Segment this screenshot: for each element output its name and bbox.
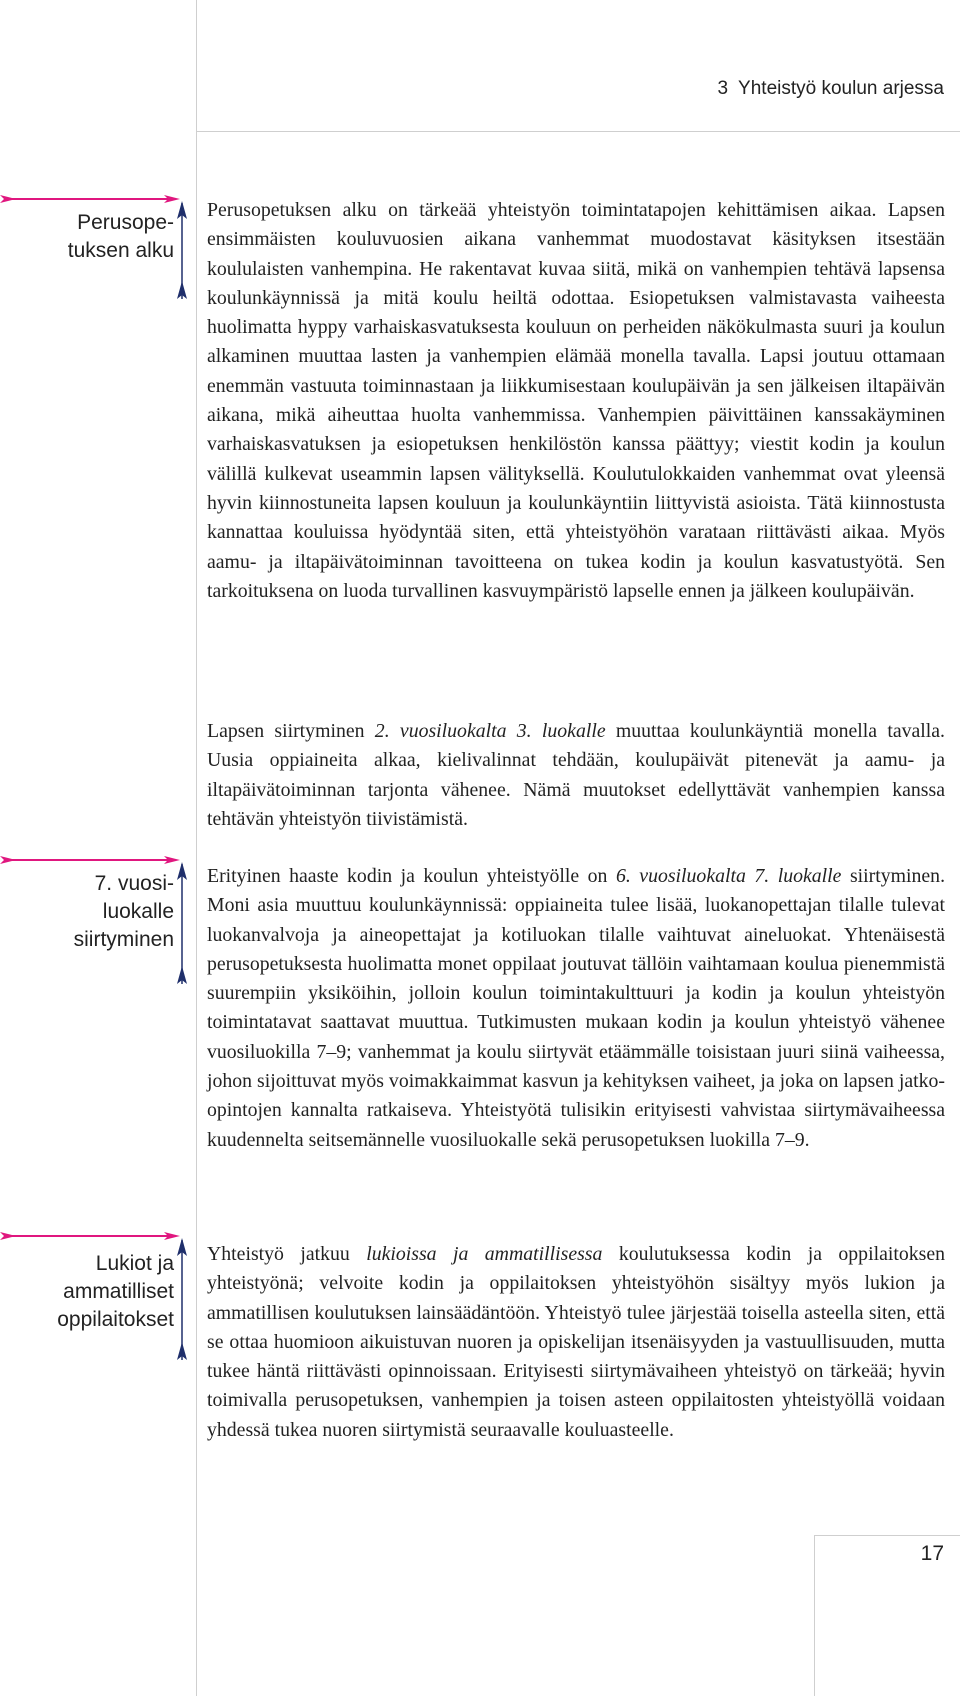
margin-note-line: Lukiot ja — [95, 1252, 174, 1275]
margin-note-7-vuosiluokalle — [0, 856, 196, 990]
margin-note-line: siirtyminen — [73, 928, 174, 951]
emphasis: 2. vuosiluokalta 3. luokalle — [374, 720, 606, 742]
margin-note-line: oppilaitokset — [57, 1308, 174, 1331]
margin-note-line: ammatilliset — [63, 1280, 174, 1303]
margin-note-line: luokalle — [102, 900, 174, 923]
margin-note-lukiot — [0, 1232, 196, 1366]
margin-note-line: tuksen alku — [67, 239, 174, 262]
body-text — [207, 717, 945, 852]
margin-note-perusopetuksen-alku — [0, 195, 196, 305]
margin-note-line: Perusope- — [77, 211, 174, 234]
chapter-number: 3 — [717, 78, 729, 99]
emphasis: lukioissa ja ammatillisessa — [366, 1243, 603, 1265]
left-margin-rule — [196, 0, 197, 1696]
paragraph-1: Perusopetuksen alku on tärkeää yhteistyön toimintatapojen kehittämisen aikaa. Lapsen ensimmäisten kouluvuosien aikana vanhemmat muodostavat käsityksen itsestään koululaisten vanhempina. He rakentavat kuvaa siitä, mikä on vanhempien tehtävä lapsensa koulunkäynnissä ja mitä koulu heiltä odottaa. Esiopetuksen valmistavasta vaiheesta huolimatta hyppy varhaiskasvatuksesta kouluun on perheiden näkökulmasta suuri ja koulun alkaminen muuttaa lasten ja vanhempien elämää monella tavalla. Lapsi joutuu ottamaan enemmän vastuuta toiminnastaan ja liikkumisestaan koulupäivän ja sen jälkeisen iltapäivän aikana, mikä aiheuttaa huolta vanhemmissa. Vanhempien päivittäinen kanssakäyminen varhaiskasvatuksen ja esiopetuksen henkilöstön kanssa päättyy; viestit kodin ja koulun välillä kulkevat useammin lapsen välityksellä. Koulutulokkaiden vanhemmat ovat yleensä hyvin kiinnostuneita lapsen kouluun ja koulunkäyntiin liittyvistä asioista. Tätä kiinnostusta kannattaa kouluissa hyödyntää siten, että yhteistyöhön varataan riittävästi aikaa. Myös aamu- ja iltapäivätoiminnan tavoitteena on tukea kodin ja koulun kasvatustyötä. Sen tarkoituksena on luoda turvallinen kasvuympäristö lapselle ennen ja jälkeen koulupäivän. — [207, 199, 945, 602]
body-text — [207, 862, 945, 1173]
emphasis: 6. vuosiluokalta 7. luokalle — [615, 865, 842, 887]
paragraph-4: Yhteistyö jatkuu lukioissa ja ammatillisessa koulutuksessa kodin ja oppilaitoksen yhteistyönä; velvoite kodin ja oppilaitoksen yhteistyöhön sisältyy myös lukion ja ammatillisen koulutuksen lainsäädäntöön. Yhteistyö tulee järjestää toisella asteella siten, että se ottaa huomioon aikuistuvan nuoren ja opiskelijan itsenäisyyden ja vastuullisuuden, mutta tukee häntä riittävästi opinnoissaan. Erityisesti siirtymävaiheen yhteistyö on tärkeää; hyvin toimivalla perusopetuksen, vanhempien ja toisen asteen oppilaitosten yhteistyöllä voidaan yhdessä tukea nuoren siirtymistä seuraavalle kouluasteelle. — [207, 1243, 945, 1441]
page-number-box-top-rule — [814, 1535, 960, 1536]
page-number-box-rule — [814, 1535, 815, 1696]
body-text — [207, 1240, 945, 1463]
running-head — [717, 78, 944, 100]
margin-note-line: 7. vuosi- — [94, 872, 174, 895]
header-rule — [196, 131, 960, 132]
page-number: 17 — [920, 1542, 944, 1565]
chapter-title: Yhteistyö koulun arjessa — [738, 78, 944, 99]
body-text — [207, 196, 945, 624]
paragraph-3: Erityinen haaste kodin ja koulun yhteistyölle on 6. vuosiluokalta 7. luokalle siirtyminen. Moni asia muuttuu koulunkäynnissä: oppiaineita tulee lisää, luokanopettajan tilalle tulevat luokanvalvoja ja aineopettajat ja kotiluokan tilalle vaihtuvat aineluokat. Yhtenäisestä perusopetuksesta huolimatta monet oppilaat joutuvat tällöin vaihtamaan koulua pienemmistä suurempiin yksiköihin, jolloin koulun toimintakulttuuri ja kodin ja koulun yhteistyön toimintatavat saattavat muuttua. Tutkimusten mukaan kodin ja koulun yhteistyö vähenee vuosiluokilla 7–9; vanhemmat ja koulu siirtyvät etäämmälle toisistaan juuri siinä vaiheessa, johon sijoittuvat myös voimakkaimmat kasvun ja kehityksen vaiheet, ja joka on lapsen jatko-opintojen kannalta ratkaiseva. Yhteistyötä tulisikin erityisesti vahvistaa siirtymävaiheessa kuudennelta seitsemännelle vuosiluokalle sekä perusopetuksen luokilla 7–9. — [207, 865, 946, 1151]
paragraph-2: Lapsen siirtyminen 2. vuosiluokalta 3. luokalle muuttaa koulunkäyntiä monella tavalla. Uusia oppiaineita alkaa, kielivalinnat tehdään, koulupäivät pitenevät ja aamu- ja iltapäivätoiminnan tarjonta vähenee. Nämä muutokset edellyttävät vanhempien kanssa tehtävän yhteistyön tiivistämistä. — [207, 720, 945, 830]
